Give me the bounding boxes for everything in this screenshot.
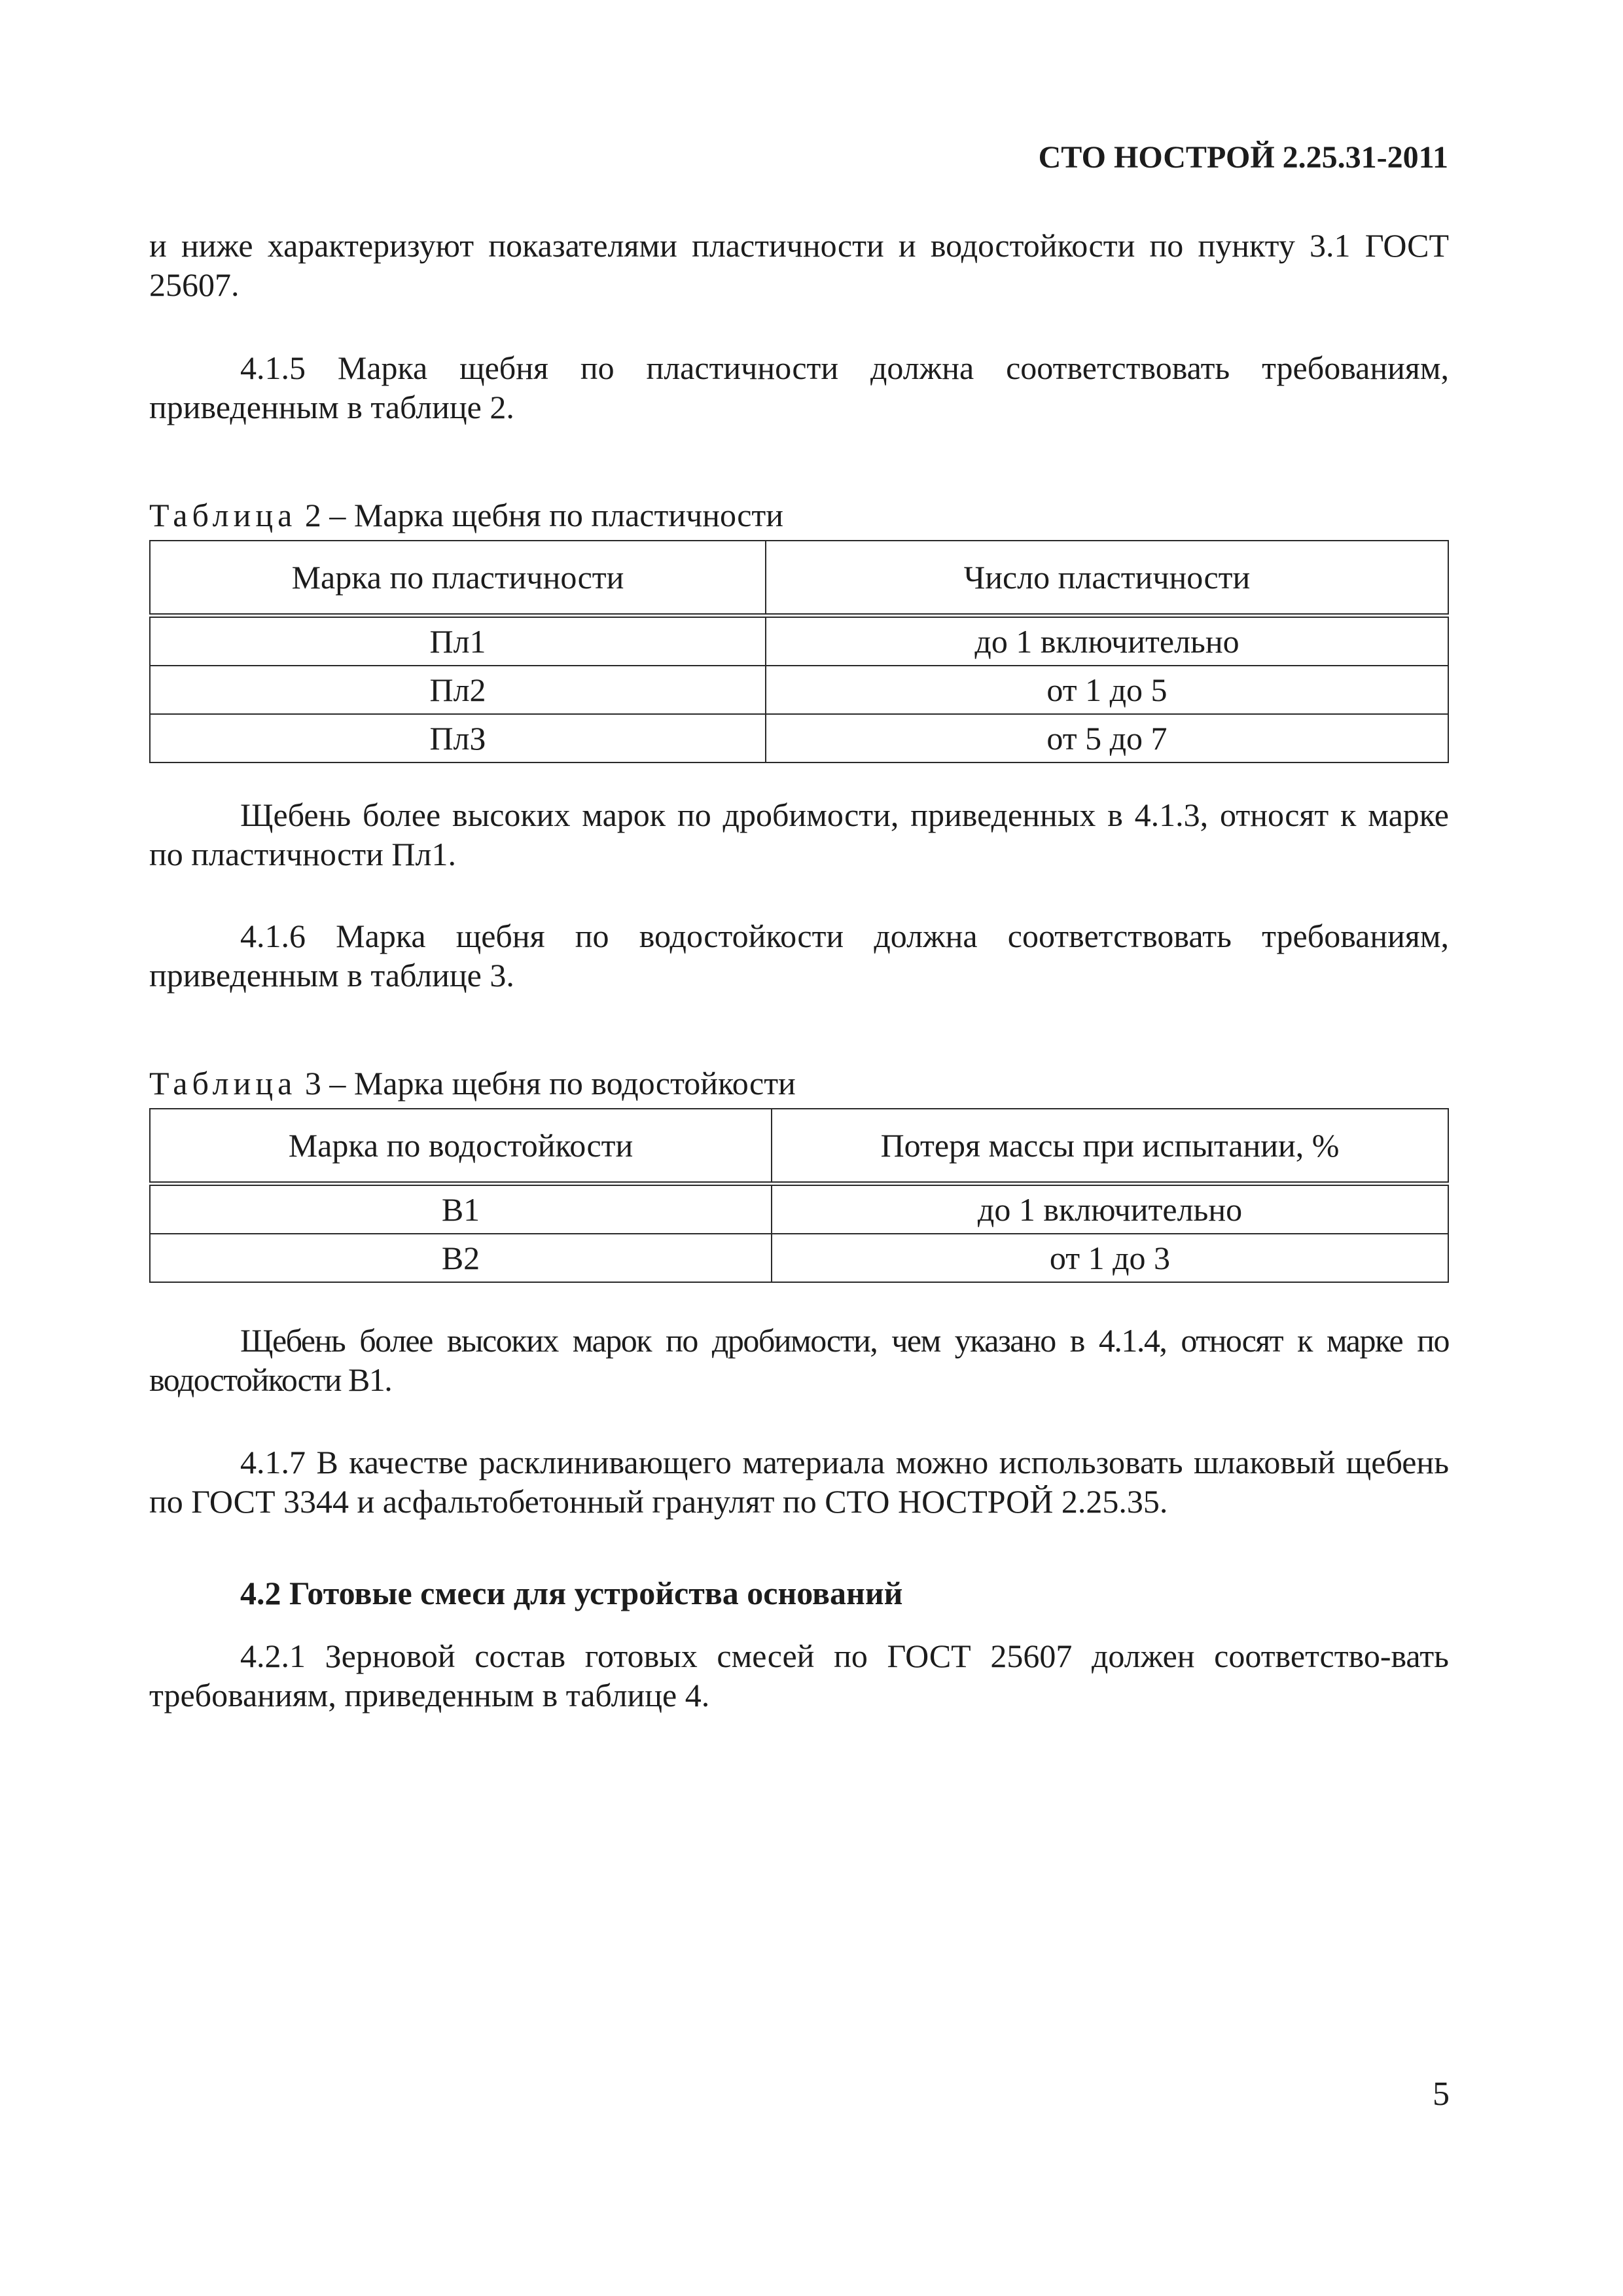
table-row xyxy=(150,714,1448,762)
paragraph-4-1-5: 4.1.5 Марка щебня по пластичности должна соответствовать требованиям, приведенным в таблице 2. xyxy=(149,350,1449,425)
table-row xyxy=(150,1234,1448,1282)
table-header-cell: Марка по пластичности xyxy=(150,541,766,616)
paragraph-table-3-note: Щебень более высоких марок по дробимости, чем указано в 4.1.4, относят к марке по водостойкости В1. xyxy=(149,1322,1449,1398)
paragraph-intro: и ниже характеризуют показателями пластичности и водостойкости по пункту 3.1 ГОСТ 25607. xyxy=(149,227,1449,303)
table-2-label: Таблица xyxy=(149,497,297,533)
paragraph-4-2-1: 4.2.1 Зерновой состав готовых смесей по ГОСТ 25607 должен соответство-вать требованиям, приведенным в таблице 4. xyxy=(149,1638,1449,1713)
table-cell: В2 xyxy=(150,1234,772,1282)
table-cell: от 1 до 3 xyxy=(772,1234,1448,1282)
table-row xyxy=(150,666,1448,714)
section-heading-4-2: 4.2 Готовые смеси для устройства оснований xyxy=(240,1575,903,1611)
table-cell: Пл1 xyxy=(150,616,766,666)
table-3-water-resistance xyxy=(149,1108,1449,1283)
paragraph-table-2-note: Щебень более высоких марок по дробимости, приведенных в 4.1.3, относят к марке по пластичности Пл1. xyxy=(149,797,1449,872)
table-cell: от 1 до 5 xyxy=(766,666,1448,714)
table-cell: В1 xyxy=(150,1184,772,1234)
table-cell: до 1 включительно xyxy=(772,1184,1448,1234)
table-header-row xyxy=(150,541,1448,616)
paragraph-4-1-6: 4.1.6 Марка щебня по водостойкости должна соответствовать требованиям, приведенным в таблице 3. xyxy=(149,918,1449,994)
table-cell: от 5 до 7 xyxy=(766,714,1448,762)
table-3-caption xyxy=(149,1064,796,1102)
table-3-label: Таблица xyxy=(149,1065,297,1102)
table-3-title: 3 – Марка щебня по водостойкости xyxy=(296,1065,796,1102)
table-row xyxy=(150,1184,1448,1234)
table-header-cell: Число пластичности xyxy=(766,541,1448,616)
table-2-title: 2 – Марка щебня по пластичности xyxy=(296,497,784,533)
paragraph-4-1-7: 4.1.7 В качестве расклинивающего материала можно использовать шлаковый щебень по ГОСТ 3344 и асфальтобетонный гранулят по СТО НОСТРОЙ 2.25.35. xyxy=(149,1444,1449,1520)
table-cell: до 1 включительно xyxy=(766,616,1448,666)
document-header: СТО НОСТРОЙ 2.25.31-2011 xyxy=(1038,140,1448,175)
table-2-caption xyxy=(149,496,783,534)
table-cell: ПлЗ xyxy=(150,714,766,762)
table-row xyxy=(150,616,1448,666)
table-cell: Пл2 xyxy=(150,666,766,714)
table-header-cell: Марка по водостойкости xyxy=(150,1109,772,1184)
table-header-row xyxy=(150,1109,1448,1184)
table-header-cell: Потеря массы при испытании, % xyxy=(772,1109,1448,1184)
page-number: 5 xyxy=(1433,2075,1450,2113)
table-2-plasticity xyxy=(149,540,1449,763)
